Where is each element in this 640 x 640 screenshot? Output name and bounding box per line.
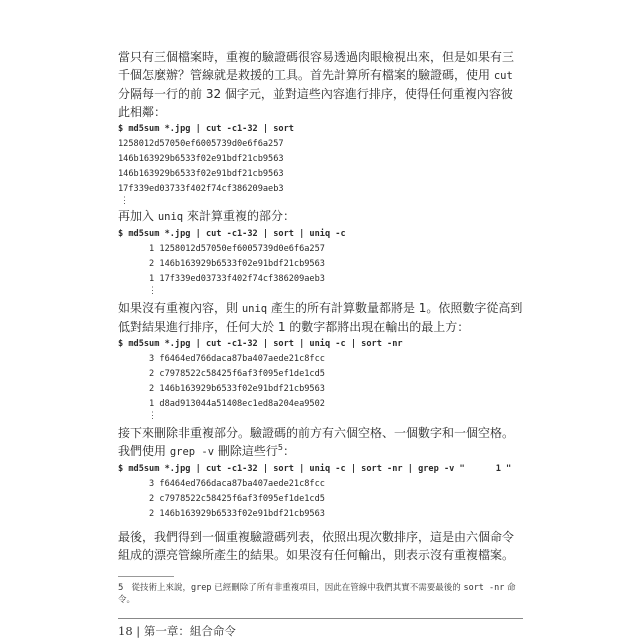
text: 來計算重複的部分： [183, 209, 295, 223]
output-line: 1 d8ad913044a51408ec1ed8a204ea9502 [118, 399, 325, 409]
code-block-4 [118, 462, 523, 522]
paragraph-intro [118, 48, 523, 121]
page-number: 18 [118, 624, 133, 638]
text: 接下來刪除非重複部分。驗證碼的前方有六個空格、一個數字和一個空格。我們使用 [118, 426, 515, 458]
paragraph-grep [118, 424, 523, 461]
ellipsis: ⋮ [148, 411, 157, 421]
output-line: 17f339ed03733f402f74cf386209aeb3 [118, 184, 284, 194]
text: 從技術上來說， [131, 583, 192, 593]
page-footer [118, 623, 523, 639]
chapter-title: 第一章：組合命令 [143, 624, 236, 638]
code-block-1 [118, 122, 523, 206]
command-line: $ md5sum *.jpg | cut -c1-32 | sort [118, 124, 294, 134]
text: 分隔每一行的前 32 個字元，並對這些內容進行排序，使得任何重複內容彼此相鄰： [118, 87, 513, 119]
output-line: 2 146b163929b6533f02e91bdf21cb9563 [118, 509, 325, 519]
inline-code: grep [191, 583, 212, 593]
output-line: 2 c7978522c58425f6af3f095ef1de1cd5 [118, 494, 325, 504]
code-block-2 [118, 227, 523, 296]
footnote-ref[interactable]: 5 [277, 443, 284, 452]
page-frame [118, 48, 523, 639]
output-line: 2 146b163929b6533f02e91bdf21cb9563 [118, 384, 325, 394]
text: 如果沒有重複內容，則 [118, 301, 242, 315]
text: 命令。 [118, 583, 516, 605]
page-body [118, 48, 523, 564]
output-line: 3 f6464ed766daca87ba407aede21c8fcc [118, 354, 325, 364]
text: 再加入 [118, 209, 158, 223]
text: 產生的所有計算數量都將是 1。依照數字從高到低對結果進行排序，任何大於 1 的數字都將出現在輸出的最上方： [118, 301, 523, 334]
separator: | [136, 624, 141, 638]
command-line: $ md5sum *.jpg | cut -c1-32 | sort | uniq -c | sort -nr | grep -v " 1 " [118, 464, 512, 474]
spacer [118, 564, 523, 576]
text: 已經刪除了所有非重複項目，因此在管線中我們其實不需要最後的 [211, 583, 464, 593]
footer-divider [118, 618, 523, 619]
output-line: 1 17f339ed03733f402f74cf386209aeb3 [118, 274, 325, 284]
output-line: 1258012d57050ef6005739d0e6f6a257 [118, 139, 284, 149]
inline-code: sort -nr [463, 583, 505, 593]
output-line: 1 1258012d57050ef6005739d0e6f6a257 [118, 244, 325, 254]
inline-code: uniq [241, 303, 268, 315]
text: ： [283, 444, 296, 458]
ellipsis: ⋮ [148, 286, 157, 296]
command-line: $ md5sum *.jpg | cut -c1-32 | sort | uniq -c [118, 229, 346, 239]
inline-code: grep -v [169, 446, 215, 458]
footnote-divider [118, 576, 174, 577]
paragraph-conclusion: 最後，我們得到一個重複驗證碼列表，依照出現次數排序，這是由六個命令組成的漂亮管線所產生的結果。如果沒有任何輸出，則表示沒有重複檔案。 [118, 530, 515, 562]
output-line: 2 c7978522c58425f6af3f095ef1de1cd5 [118, 369, 325, 379]
output-line: 2 146b163929b6533f02e91bdf21cb9563 [118, 259, 325, 269]
ellipsis: ⋮ [120, 196, 129, 206]
paragraph-uniq [118, 207, 523, 226]
footnote [118, 582, 523, 606]
paragraph-sort [118, 299, 523, 336]
inline-code: cut [493, 70, 513, 82]
inline-code: uniq [157, 211, 184, 223]
footnote-number: 5 [118, 583, 124, 593]
text: 當只有三個檔案時，重複的驗證碼很容易透過肉眼檢視出來，但是如果有三千個怎麼辦？管線就是救援的工具。首先計算所有檔案的驗證碼，使用 [118, 50, 515, 82]
code-block-3 [118, 337, 523, 421]
text: 刪除這些行 [214, 444, 278, 458]
output-line: 146b163929b6533f02e91bdf21cb9563 [118, 154, 284, 164]
output-line: 3 f6464ed766daca87ba407aede21c8fcc [118, 479, 325, 489]
command-line: $ md5sum *.jpg | cut -c1-32 | sort | uniq -c | sort -nr [118, 339, 403, 349]
output-line: 146b163929b6533f02e91bdf21cb9563 [118, 169, 284, 179]
